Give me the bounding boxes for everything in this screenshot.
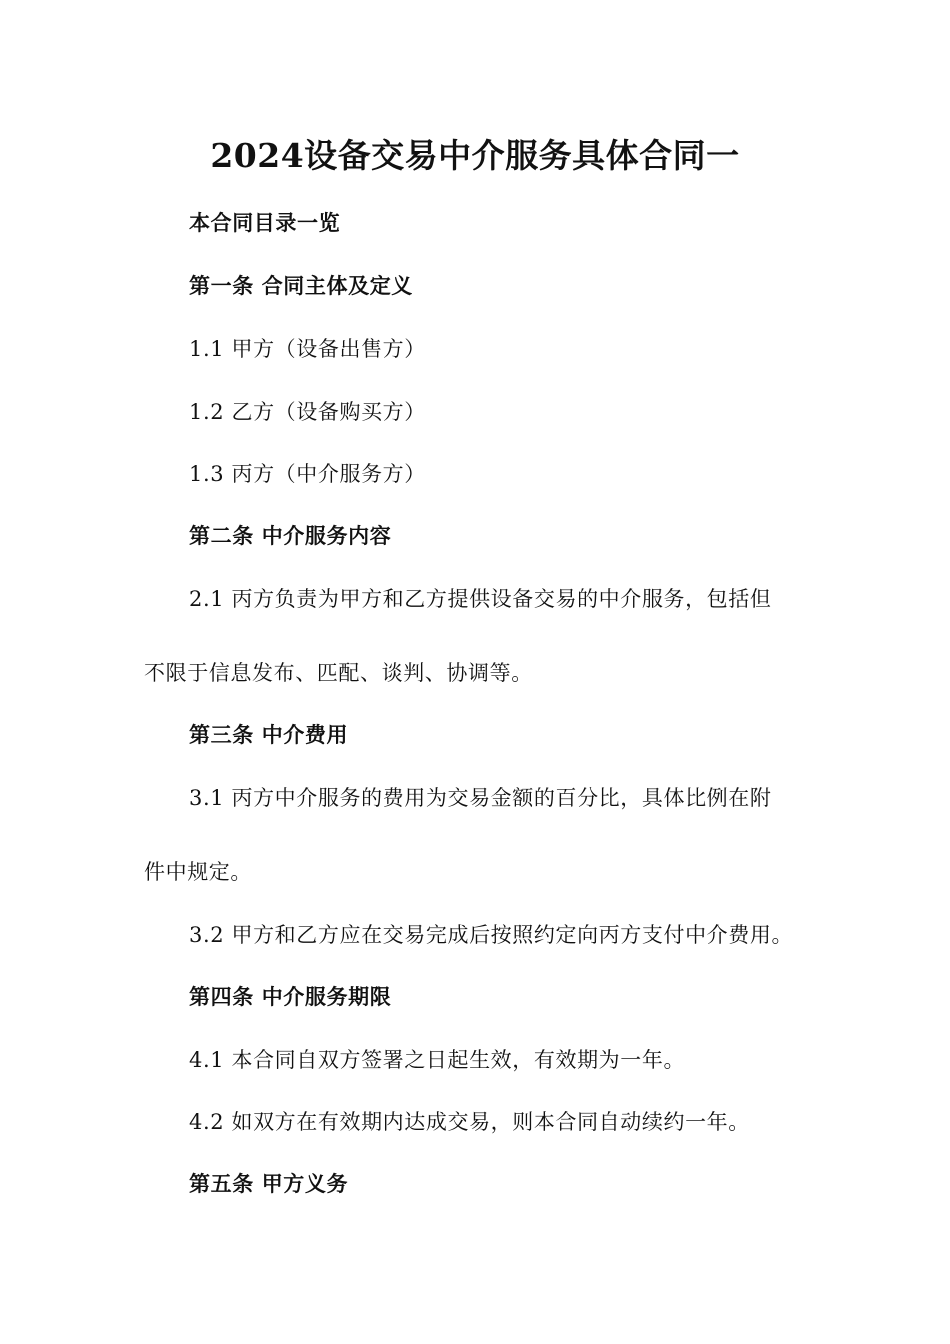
clause-3-1-line-1: 3.1 丙方中介服务的费用为交易金额的百分比，具体比例在附: [189, 786, 772, 810]
article-1-heading: 第一条 合同主体及定义: [189, 273, 413, 298]
clause-4-2: 4.2 如双方在有效期内达成交易，则本合同自动续约一年。: [189, 1110, 750, 1134]
clause-2-1-line-2: 不限于信息发布、匹配、谈判、协调等。: [144, 661, 533, 685]
article-4-heading: 第四条 中介服务期限: [189, 984, 392, 1009]
article-2-heading: 第二条 中介服务内容: [189, 523, 392, 548]
clause-4-1: 4.1 本合同自双方签署之日起生效，有效期为一年。: [189, 1048, 686, 1072]
clause-3-1-line-2: 件中规定。: [144, 860, 252, 884]
clause-1-2: 1.2 乙方（设备购买方）: [189, 400, 426, 424]
clause-2-1-line-1: 2.1 丙方负责为甲方和乙方提供设备交易的中介服务，包括但: [189, 587, 772, 611]
article-3-heading: 第三条 中介费用: [189, 722, 349, 747]
document-title: 2024设备交易中介服务具体合同一: [210, 136, 740, 175]
toc-heading: 本合同目录一览: [189, 210, 341, 235]
clause-1-3: 1.3 丙方（中介服务方）: [189, 462, 426, 486]
clause-3-2: 3.2 甲方和乙方应在交易完成后按照约定向丙方支付中介费用。: [189, 923, 794, 947]
article-5-heading: 第五条 甲方义务: [189, 1171, 349, 1196]
clause-1-1: 1.1 甲方（设备出售方）: [189, 337, 426, 361]
